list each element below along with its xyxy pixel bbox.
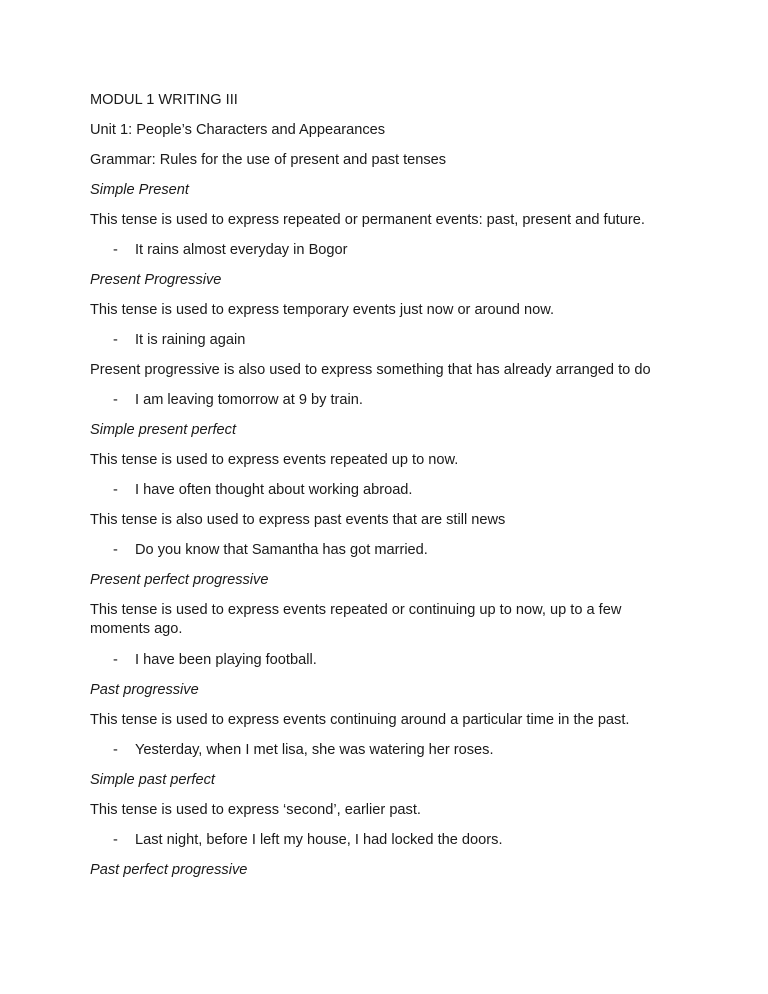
bullet-marker: - [113, 242, 118, 258]
example-item [113, 831, 503, 849]
example-text: I have often thought about working abroad. [135, 482, 413, 498]
example-text: Last night, before I left my house, I had locked the doors. [135, 832, 503, 848]
example-text: It is raining again [135, 332, 246, 348]
section-heading-past-perfect-progressive: Past perfect progressive [90, 862, 248, 878]
bullet-marker: - [113, 332, 118, 348]
example-text: It rains almost everyday in Bogor [135, 242, 348, 258]
section-heading-simple-present: Simple Present [90, 182, 189, 198]
grammar-title: Grammar: Rules for the use of present and past tenses [90, 152, 447, 168]
example-text: I am leaving tomorrow at 9 by train. [135, 392, 363, 408]
section-desc: This tense is used to express events repeated up to now. [90, 452, 459, 468]
section-heading-present-perfect-progressive: Present perfect progressive [90, 572, 269, 588]
example-item [113, 651, 317, 669]
bullet-marker: - [113, 742, 118, 758]
bullet-marker: - [113, 482, 118, 498]
bullet-marker: - [113, 542, 118, 558]
section-heading-present-progressive: Present Progressive [90, 272, 222, 288]
module-title: MODUL 1 WRITING III [90, 92, 238, 108]
bullet-marker: - [113, 652, 118, 668]
example-item [113, 481, 412, 499]
section-heading-simple-present-perfect: Simple present perfect [90, 422, 237, 438]
section-desc: This tense is used to express events continuing around a particular time in the past. [90, 712, 630, 728]
example-item [113, 741, 494, 759]
example-item [113, 391, 363, 409]
section-desc: This tense is also used to express past events that are still news [90, 512, 506, 528]
example-item [113, 241, 348, 259]
bullet-marker: - [113, 392, 118, 408]
section-heading-past-progressive: Past progressive [90, 682, 199, 698]
section-heading-simple-past-perfect: Simple past perfect [90, 772, 215, 788]
section-desc: This tense is used to express repeated or permanent events: past, present and future. [90, 212, 645, 228]
section-desc: This tense is used to express ‘second’, earlier past. [90, 802, 421, 818]
example-text: Yesterday, when I met lisa, she was watering her roses. [135, 742, 494, 758]
example-text: Do you know that Samantha has got married. [135, 542, 428, 558]
example-item [113, 331, 245, 349]
example-text: I have been playing football. [135, 652, 317, 668]
example-item [113, 541, 428, 559]
section-desc: This tense is used to express temporary events just now or around now. [90, 302, 554, 318]
section-desc: This tense is used to express events repeated or continuing up to now, up to a few moments ago. [90, 602, 622, 637]
section-desc: Present progressive is also used to express something that has already arranged to do [90, 362, 651, 378]
unit-title: Unit 1: People’s Characters and Appearances [90, 122, 386, 138]
bullet-marker: - [113, 832, 118, 848]
